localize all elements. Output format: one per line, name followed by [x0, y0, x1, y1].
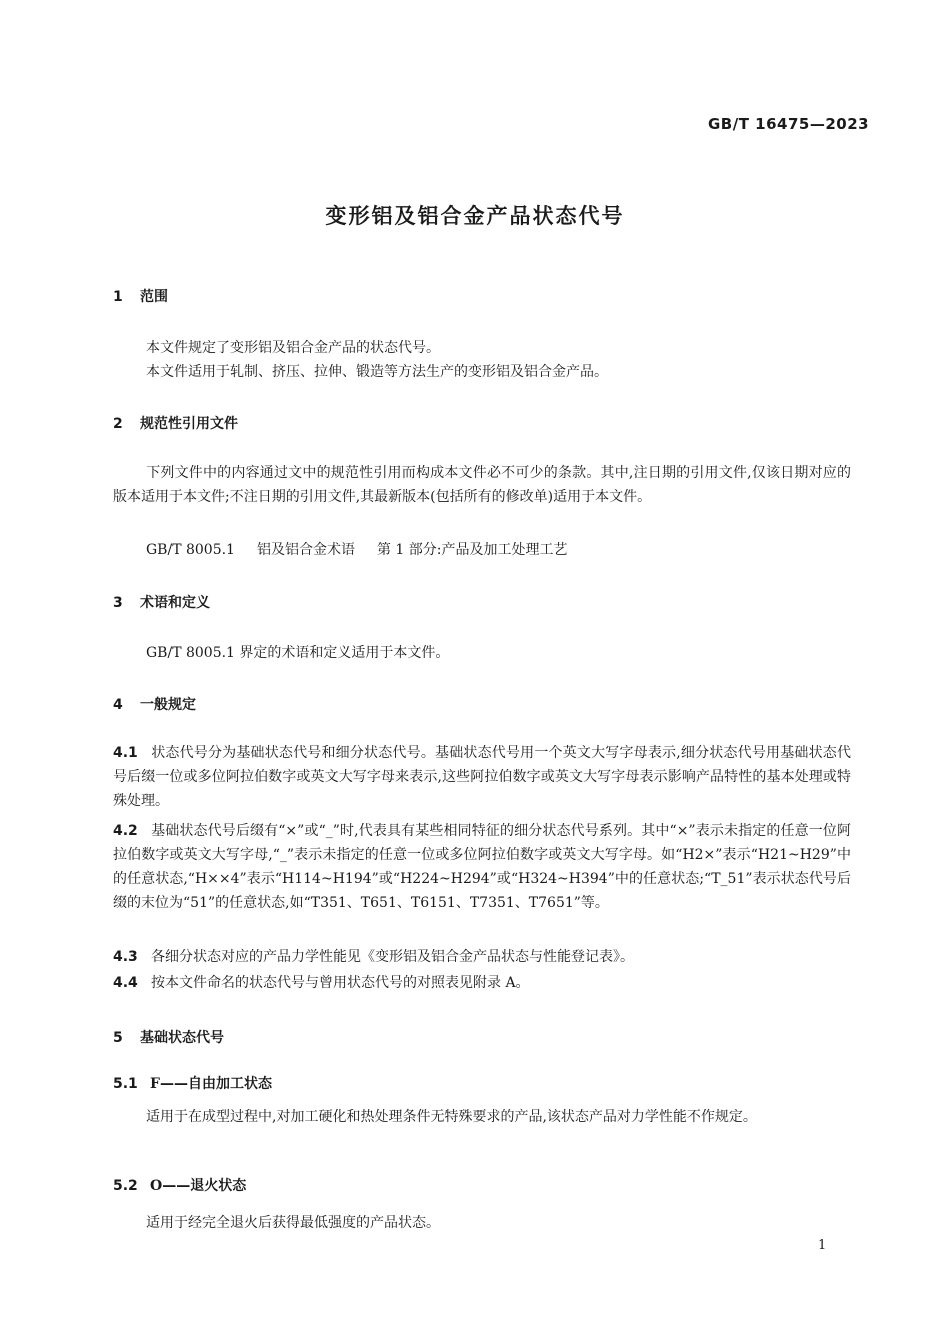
paragraph: [113, 1105, 851, 1129]
standard-number: GB/T 16475—2023: [708, 115, 870, 133]
clause-number: 5.2: [113, 1178, 138, 1194]
clause-number: 4.4: [113, 975, 138, 991]
section-number: 5: [113, 1030, 123, 1046]
clause-5-2-heading: [113, 1175, 246, 1195]
clause-title: ——自由加工状态: [159, 1076, 272, 1092]
section-3-heading: [113, 592, 210, 612]
section-2-heading: [113, 413, 238, 433]
reference-title: 铝及铝合金术语: [256, 542, 355, 558]
section-title: 一般规定: [140, 697, 196, 713]
section-title: 范围: [140, 289, 168, 305]
section-title: 基础状态代号: [140, 1030, 224, 1046]
section-title: 规范性引用文件: [140, 416, 238, 432]
paragraph: 本文件规定了变形铝及铝合金产品的状态代号。: [146, 340, 440, 356]
clause-4-1: [113, 741, 851, 813]
paragraph: GB/T 8005.1 界定的术语和定义适用于本文件。: [146, 645, 450, 661]
section-1-heading: [113, 286, 168, 306]
section-number: 2: [113, 416, 123, 432]
paragraph-text: 下列文件中的内容通过文中的规范性引用而构成本文件必不可少的条款。其中,注日期的引用文件,仅该日期对应的版本适用于本文件;不注日期的引用文件,其最新版本(包括所有的修改单)适用于本文件。: [113, 465, 851, 505]
clause-text: 状态代号分为基础状态代号和细分状态代号。基础状态代号用一个英文大写字母表示,细分状态代号用基础状态代号后缀一位或多位阿拉伯数字或英文大写字母来表示,这些阿拉伯数字或英文大写字母表示影响产品特性的基本处理或特殊处理。: [113, 745, 851, 809]
paragraph: [113, 461, 851, 509]
clause-number: 5.1: [113, 1076, 138, 1092]
section-title: 术语和定义: [140, 595, 210, 611]
clause-text: 各细分状态对应的产品力学性能见《变形铝及铝合金产品状态与性能登记表》。: [151, 949, 634, 965]
section-4-heading: [113, 694, 196, 714]
paragraph-text: 适用于在成型过程中,对加工硬化和热处理条件无特殊要求的产品,该状态产品对力学性能不作规定。: [146, 1109, 757, 1125]
clause-text: 基础状态代号后缀有“×”或“_”时,代表具有某些相同特征的细分状态代号系列。其中“×”表示未指定的任意一位阿拉伯数字或英文大写字母,“_”表示未指定的任意一位或多位阿拉伯数字或英文大写字母。如“H2×”表示“H21~H29”中的任意状态,“H××4”表示“H114~H194”或“H224~H294”或“H324~H394”中的任意状态;“T_51”表示状态代号后缀的末位为“51”的任意状态,如“T351、T651、T6151、T7351、T7651”等。: [113, 823, 851, 911]
section-number: 4: [113, 697, 123, 713]
clause-number: 4.1: [113, 745, 138, 761]
section-number: 1: [113, 289, 123, 305]
clause-number: 4.2: [113, 823, 138, 839]
clause-4-4: [113, 971, 851, 995]
state-code: F: [150, 1076, 160, 1092]
clause-4-2: [113, 819, 851, 915]
paragraph: 适用于经完全退火后获得最低强度的产品状态。: [146, 1215, 440, 1231]
state-code: O: [150, 1178, 163, 1194]
clause-5-1-heading: [113, 1073, 272, 1093]
normative-reference: [146, 539, 568, 559]
clause-4-3: [113, 945, 851, 969]
document-title: 变形铝及铝合金产品状态代号: [325, 204, 625, 228]
section-number: 3: [113, 595, 123, 611]
page-number: 1: [818, 1238, 827, 1253]
section-5-heading: [113, 1027, 224, 1047]
clause-number: 4.3: [113, 949, 138, 965]
reference-part: 第 1 部分:产品及加工处理工艺: [376, 542, 568, 558]
reference-code: GB/T 8005.1: [146, 542, 235, 558]
paragraph: 本文件适用于轧制、挤压、拉伸、锻造等方法生产的变形铝及铝合金产品。: [146, 364, 608, 380]
clause-text: 按本文件命名的状态代号与曾用状态代号的对照表见附录 A。: [151, 975, 530, 991]
clause-title: ——退火状态: [162, 1178, 247, 1194]
